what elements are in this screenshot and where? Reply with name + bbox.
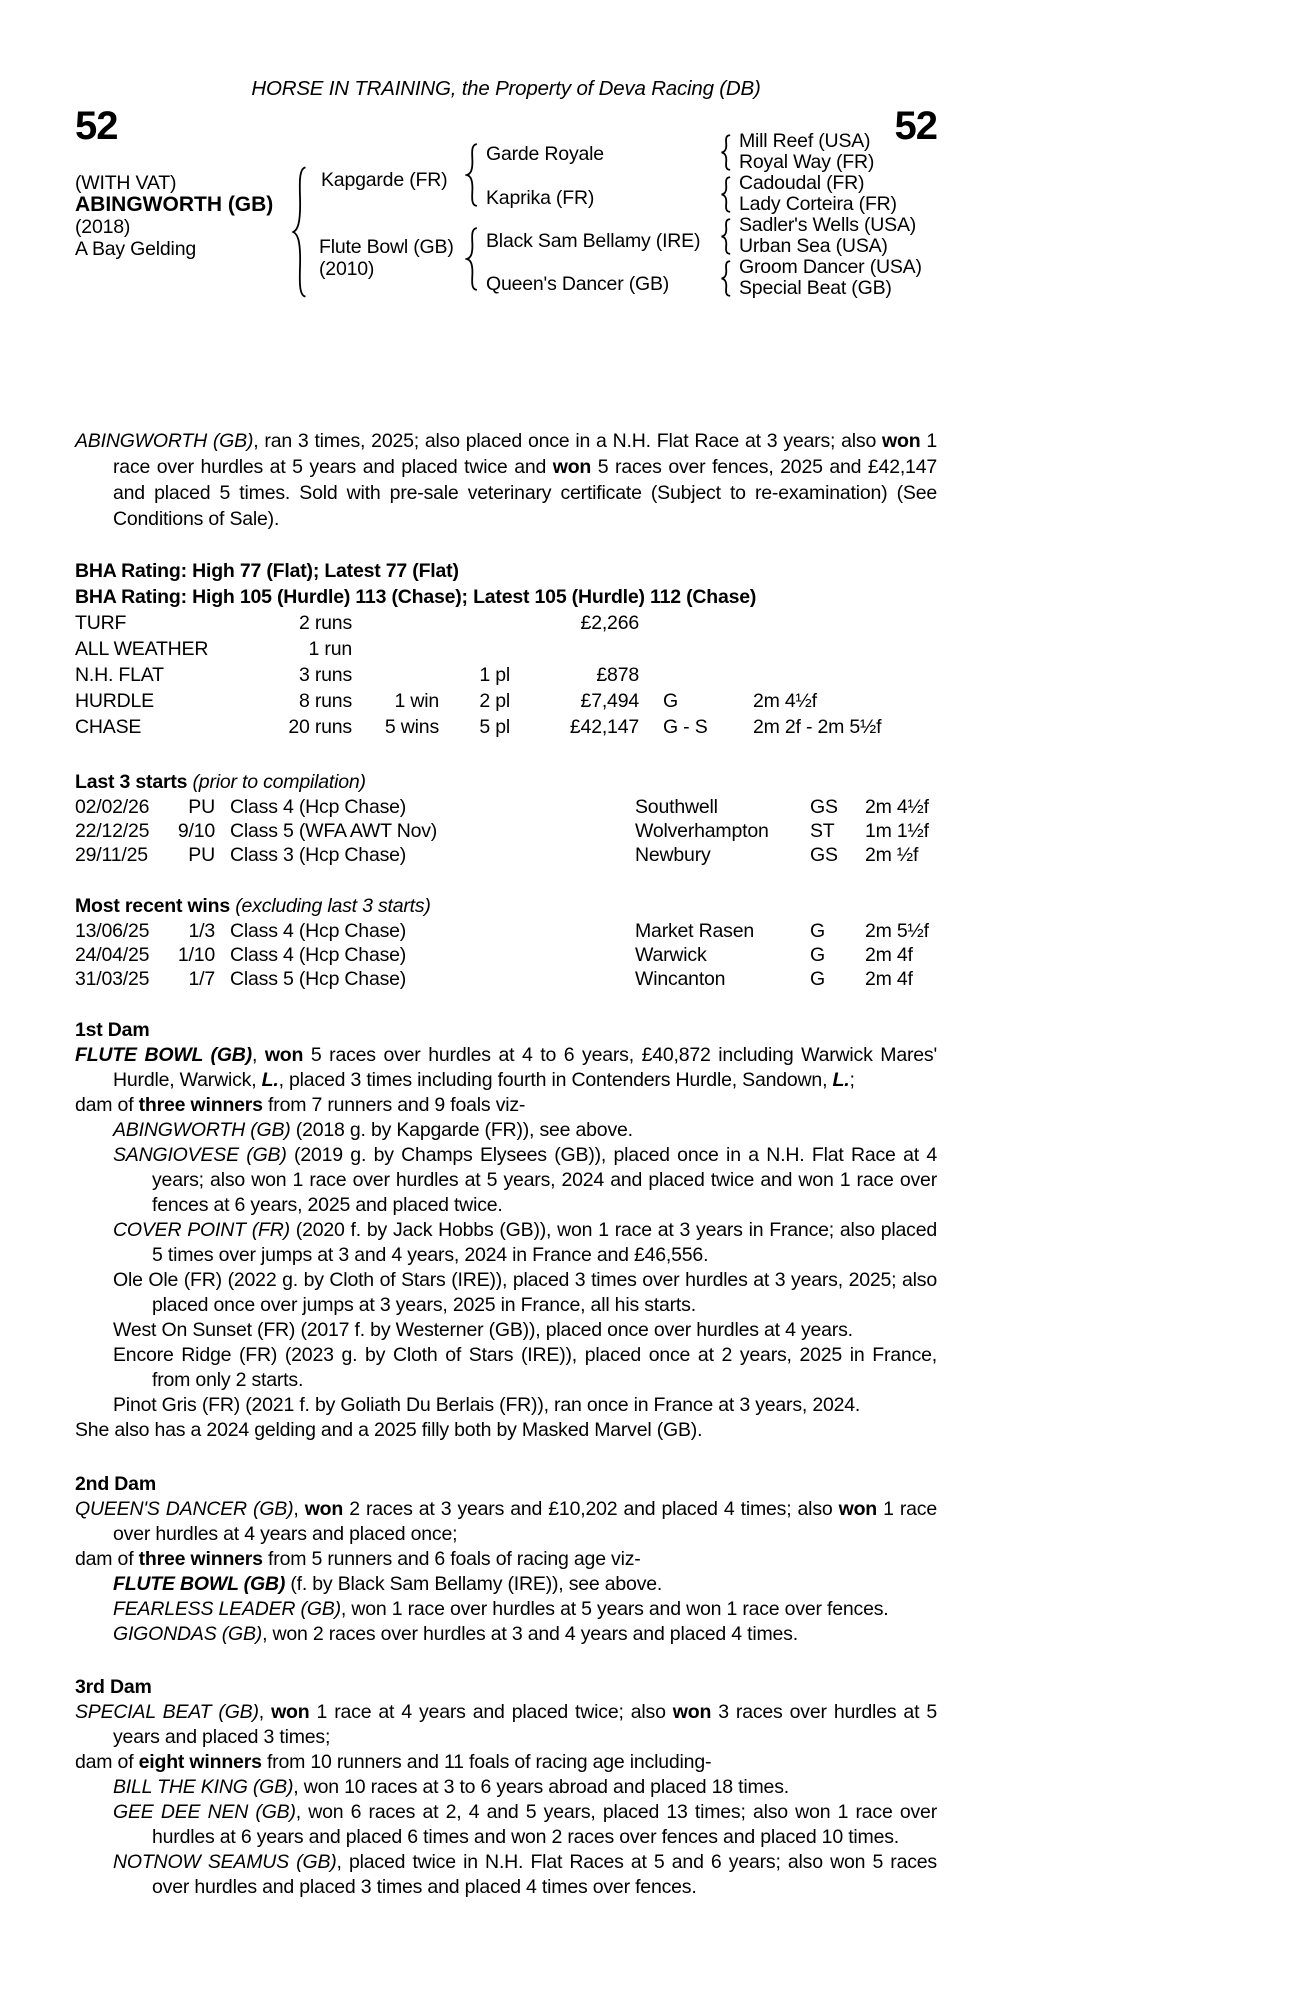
win-distance: 2m 5½f bbox=[865, 920, 929, 942]
record-row bbox=[75, 610, 937, 636]
dam-summary: SPECIAL BEAT (GB), won 1 race at 4 years and placed twice; also won 3 races over hurdles at 5 years and placed 3 times; bbox=[75, 1701, 937, 1748]
win-class: Class 4 (Hcp Chase) bbox=[230, 920, 407, 942]
produce-item: GIGONDAS (GB), won 2 races over hurdles at 3 and 4 years and placed 4 times. bbox=[113, 1623, 798, 1645]
record-places: 2 pl bbox=[479, 690, 510, 712]
win-position: 1/7 bbox=[188, 968, 215, 990]
record-earnings: £42,147 bbox=[569, 716, 639, 738]
produce-item: GEE DEE NEN (GB), won 6 races at 2, 4 and 5 years, placed 13 times; also won 1 race over hurdles at 6 years and placed 6 times and won 2 races over fences and placed 10 times. bbox=[113, 1801, 937, 1848]
grandparent-name: Kaprika (FR) bbox=[486, 187, 595, 209]
start-class: Class 3 (Hcp Chase) bbox=[230, 844, 407, 866]
record-surface: TURF bbox=[75, 612, 127, 634]
record-wins bbox=[352, 662, 439, 688]
horse-description: A Bay Gelding bbox=[75, 238, 196, 260]
great-grandparent-names bbox=[739, 131, 874, 173]
produce-item: NOTNOW SEAMUS (GB), placed twice in N.H. Flat Races at 5 and 6 years; also won 5 races over hurdles and placed 3 times and placed 4 times over fences. bbox=[113, 1851, 937, 1898]
record-distance: 2m 4½f bbox=[753, 690, 817, 712]
sire-name: Kapgarde (FR) bbox=[321, 169, 448, 191]
record-runs: 1 run bbox=[308, 638, 352, 660]
record-wins: 5 wins bbox=[384, 716, 439, 738]
race-record-table bbox=[75, 610, 937, 740]
start-row bbox=[75, 843, 937, 867]
record-distance bbox=[753, 636, 937, 662]
dam-produce-intro: dam of eight winners from 10 runners and 11 foals of racing age including- bbox=[75, 1751, 712, 1773]
great-grandparent-names bbox=[739, 215, 916, 257]
great-granddam-name: Special Beat (GB) bbox=[739, 277, 892, 299]
win-class: Class 4 (Hcp Chase) bbox=[230, 944, 407, 966]
record-surface: N.H. FLAT bbox=[75, 664, 164, 686]
win-distance: 2m 4f bbox=[865, 968, 913, 990]
win-position: 1/10 bbox=[177, 944, 215, 966]
third-dam-section bbox=[75, 1675, 937, 1900]
dam-produce-intro: dam of three winners from 7 runners and 9 foals viz- bbox=[75, 1094, 526, 1116]
grandparent-name: Black Sam Bellamy (IRE) bbox=[486, 230, 701, 252]
dam-year: (2010) bbox=[319, 258, 375, 280]
record-going: G - S bbox=[663, 716, 708, 738]
win-going: G bbox=[810, 920, 825, 942]
record-row bbox=[75, 636, 937, 662]
last-three-starts-heading: Last 3 starts (prior to compilation) bbox=[75, 771, 366, 793]
most-recent-wins-section bbox=[75, 894, 937, 991]
record-runs: 8 runs bbox=[299, 690, 352, 712]
win-row bbox=[75, 943, 937, 967]
produce-item: Pinot Gris (FR) (2021 f. by Goliath Du Berlais (FR)), ran once in France at 3 years, 2024. bbox=[113, 1394, 861, 1416]
record-earnings: £7,494 bbox=[580, 690, 639, 712]
start-course: Newbury bbox=[635, 844, 711, 866]
win-row bbox=[75, 967, 937, 991]
produce-item: BILL THE KING (GB), won 10 races at 3 to 6 years abroad and placed 18 times. bbox=[113, 1776, 789, 1798]
produce-item: COVER POINT (FR) (2020 f. by Jack Hobbs (GB)), won 1 race at 3 years in France; also placed 5 times over jumps at 3 and 4 years, 2024 in France and £46,556. bbox=[113, 1219, 937, 1266]
produce-list bbox=[75, 1118, 937, 1418]
produce-item: Encore Ridge (FR) (2023 g. by Cloth of Stars (IRE)), placed once at 2 years, 2025 in France, from only 2 starts. bbox=[113, 1344, 937, 1391]
bha-ratings bbox=[75, 558, 937, 610]
record-places: 1 pl bbox=[479, 664, 510, 686]
produce-item: Ole Ole (FR) (2022 g. by Cloth of Stars (IRE)), placed 3 times over hurdles at 3 years, 2025; also placed once over jumps at 3 years, 2025 in France, all his starts. bbox=[113, 1269, 937, 1316]
start-course: Southwell bbox=[635, 796, 718, 818]
great-grandparent-pair bbox=[720, 173, 922, 215]
record-runs: 20 runs bbox=[288, 716, 352, 738]
brace-icon bbox=[465, 226, 478, 292]
most-recent-wins-heading: Most recent wins (excluding last 3 starts) bbox=[75, 895, 431, 917]
start-distance: 2m 4½f bbox=[865, 796, 929, 818]
second-dam-section bbox=[75, 1472, 937, 1647]
record-surface: HURDLE bbox=[75, 690, 154, 712]
win-date: 13/06/25 bbox=[75, 920, 150, 942]
record-distance bbox=[753, 610, 937, 636]
great-granddam-name: Urban Sea (USA) bbox=[739, 235, 888, 257]
win-row bbox=[75, 919, 937, 943]
record-earnings bbox=[510, 636, 639, 662]
brace-icon bbox=[291, 163, 307, 301]
record-row bbox=[75, 714, 937, 740]
start-date: 29/11/25 bbox=[75, 844, 148, 866]
foaling-year: (2018) bbox=[75, 216, 131, 238]
start-going: GS bbox=[810, 796, 838, 818]
produce-item: FLUTE BOWL (GB) (f. by Black Sam Bellamy (IRE)), see above. bbox=[113, 1573, 663, 1595]
page-body bbox=[75, 428, 937, 1900]
great-grandsire-name: Mill Reef (USA) bbox=[739, 130, 871, 152]
record-going bbox=[639, 636, 753, 662]
lot-number-left: 52 bbox=[75, 104, 118, 148]
great-grandparent-names bbox=[739, 173, 897, 215]
record-places: 5 pl bbox=[479, 716, 510, 738]
start-date: 22/12/25 bbox=[75, 820, 150, 842]
start-position: 9/10 bbox=[177, 820, 215, 842]
brace-icon bbox=[720, 176, 731, 213]
great-grandparent-column bbox=[720, 131, 922, 299]
dam-produce-intro: dam of three winners from 5 runners and 6 foals of racing age viz- bbox=[75, 1548, 641, 1570]
brace-icon bbox=[720, 134, 731, 171]
record-wins bbox=[352, 610, 439, 636]
start-position: PU bbox=[188, 844, 215, 866]
first-dam-heading: 1st Dam bbox=[75, 1019, 150, 1041]
produce-list bbox=[75, 1775, 937, 1900]
second-dam-heading: 2nd Dam bbox=[75, 1473, 156, 1495]
win-position: 1/3 bbox=[188, 920, 215, 942]
great-grandsire-name: Groom Dancer (USA) bbox=[739, 256, 922, 278]
win-going: G bbox=[810, 968, 825, 990]
great-grandparent-pair bbox=[720, 131, 922, 173]
record-earnings: £2,266 bbox=[580, 612, 639, 634]
dam-note: She also has a 2024 gelding and a 2025 filly both by Masked Marvel (GB). bbox=[75, 1419, 703, 1441]
produce-item: FEARLESS LEADER (GB), won 1 race over hurdles at 5 years and won 1 race over fences. bbox=[113, 1598, 889, 1620]
pedigree-tree bbox=[75, 130, 937, 320]
horse-name: ABINGWORTH (GB) bbox=[75, 193, 274, 216]
grandparent-name: Garde Royale bbox=[486, 143, 604, 165]
dam-name: Flute Bowl (GB) bbox=[319, 236, 454, 258]
record-going bbox=[639, 662, 753, 688]
record-earnings: £878 bbox=[596, 664, 639, 686]
record-wins: 1 win bbox=[394, 690, 439, 712]
last-three-starts-section bbox=[75, 770, 937, 867]
record-places bbox=[439, 636, 510, 662]
produce-item: West On Sunset (FR) (2017 f. by Westerner (GB)), placed once over hurdles at 4 years. bbox=[113, 1319, 853, 1341]
bha-rating-line: BHA Rating: High 105 (Hurdle) 113 (Chase); Latest 105 (Hurdle) 112 (Chase) bbox=[75, 586, 757, 608]
start-date: 02/02/26 bbox=[75, 796, 150, 818]
grandparent-name: Queen's Dancer (GB) bbox=[486, 273, 670, 295]
record-surface: ALL WEATHER bbox=[75, 638, 209, 660]
start-course: Wolverhampton bbox=[635, 820, 769, 842]
record-places bbox=[439, 610, 510, 636]
wins-table bbox=[75, 919, 937, 991]
start-distance: 1m 1½f bbox=[865, 820, 929, 842]
win-distance: 2m 4f bbox=[865, 944, 913, 966]
dam-summary: FLUTE BOWL (GB), won 5 races over hurdles at 4 to 6 years, £40,872 including Warwick Mares' Hurdle, Warwick, L., placed 3 times including fourth in Contenders Hurdle, Sandown, L.; bbox=[75, 1044, 937, 1091]
bha-rating-line: BHA Rating: High 77 (Flat); Latest 77 (Flat) bbox=[75, 560, 459, 582]
record-surface: CHASE bbox=[75, 716, 142, 738]
win-going: G bbox=[810, 944, 825, 966]
third-dam-heading: 3rd Dam bbox=[75, 1676, 152, 1698]
record-going bbox=[639, 610, 753, 636]
start-position: PU bbox=[188, 796, 215, 818]
starts-table bbox=[75, 795, 937, 867]
first-dam-section bbox=[75, 1018, 937, 1443]
record-distance: 2m 2f - 2m 5½f bbox=[753, 716, 882, 738]
start-going: GS bbox=[810, 844, 838, 866]
great-grandparent-pair bbox=[720, 215, 922, 257]
start-class: Class 4 (Hcp Chase) bbox=[230, 796, 407, 818]
start-row bbox=[75, 819, 937, 843]
win-date: 31/03/25 bbox=[75, 968, 150, 990]
brace-icon bbox=[465, 142, 478, 208]
page-header-title: HORSE IN TRAINING, the Property of Deva Racing (DB) bbox=[251, 77, 761, 100]
produce-item: SANGIOVESE (GB) (2019 g. by Champs Elysees (GB)), placed once in a N.H. Flat Race at 4 years; also won 1 race over hurdles at 5 years, 2024 and placed twice and won 1 race over fences at 6 years, 2025 and placed twice. bbox=[113, 1144, 938, 1216]
win-date: 24/04/25 bbox=[75, 944, 150, 966]
start-row bbox=[75, 795, 937, 819]
produce-item: ABINGWORTH (GB) (2018 g. by Kapgarde (FR)), see above. bbox=[113, 1119, 633, 1141]
brace-icon bbox=[720, 218, 731, 255]
record-distance bbox=[753, 662, 937, 688]
brace-icon bbox=[720, 260, 731, 297]
record-row bbox=[75, 662, 937, 688]
record-row bbox=[75, 688, 937, 714]
win-course: Market Rasen bbox=[635, 920, 754, 942]
start-class: Class 5 (WFA AWT Nov) bbox=[230, 820, 438, 842]
subject-block bbox=[75, 172, 273, 260]
race-summary: ABINGWORTH (GB), ran 3 times, 2025; also placed once in a N.H. Flat Race at 3 years; also won 1 race over hurdles at 5 years and placed twice and won 5 races over fences, 2025 and £42,147 and placed 5 times. Sold with pre-sale veterinary certificate (Subject to re-examination) (See Conditions of Sale). bbox=[75, 430, 937, 530]
win-course: Warwick bbox=[635, 944, 707, 966]
win-class: Class 5 (Hcp Chase) bbox=[230, 968, 407, 990]
start-going: ST bbox=[810, 820, 835, 842]
great-granddam-name: Royal Way (FR) bbox=[739, 151, 875, 173]
record-runs: 3 runs bbox=[299, 664, 352, 686]
dam-summary: QUEEN'S DANCER (GB), won 2 races at 3 years and £10,202 and placed 4 times; also won 1 race over hurdles at 4 years and placed once; bbox=[75, 1498, 938, 1545]
produce-list bbox=[75, 1572, 937, 1647]
vat-note: (WITH VAT) bbox=[75, 172, 177, 194]
great-grandsire-name: Sadler's Wells (USA) bbox=[739, 214, 917, 236]
record-runs: 2 runs bbox=[299, 612, 352, 634]
record-going: G bbox=[663, 690, 678, 712]
great-granddam-name: Lady Corteira (FR) bbox=[739, 193, 897, 215]
lot-number-right: 52 bbox=[894, 104, 937, 148]
great-grandsire-name: Cadoudal (FR) bbox=[739, 172, 865, 194]
win-course: Wincanton bbox=[635, 968, 726, 990]
great-grandparent-pair bbox=[720, 257, 922, 299]
great-grandparent-names bbox=[739, 257, 922, 299]
record-wins bbox=[352, 636, 439, 662]
start-distance: 2m ½f bbox=[865, 844, 919, 866]
dam-block bbox=[319, 236, 454, 280]
